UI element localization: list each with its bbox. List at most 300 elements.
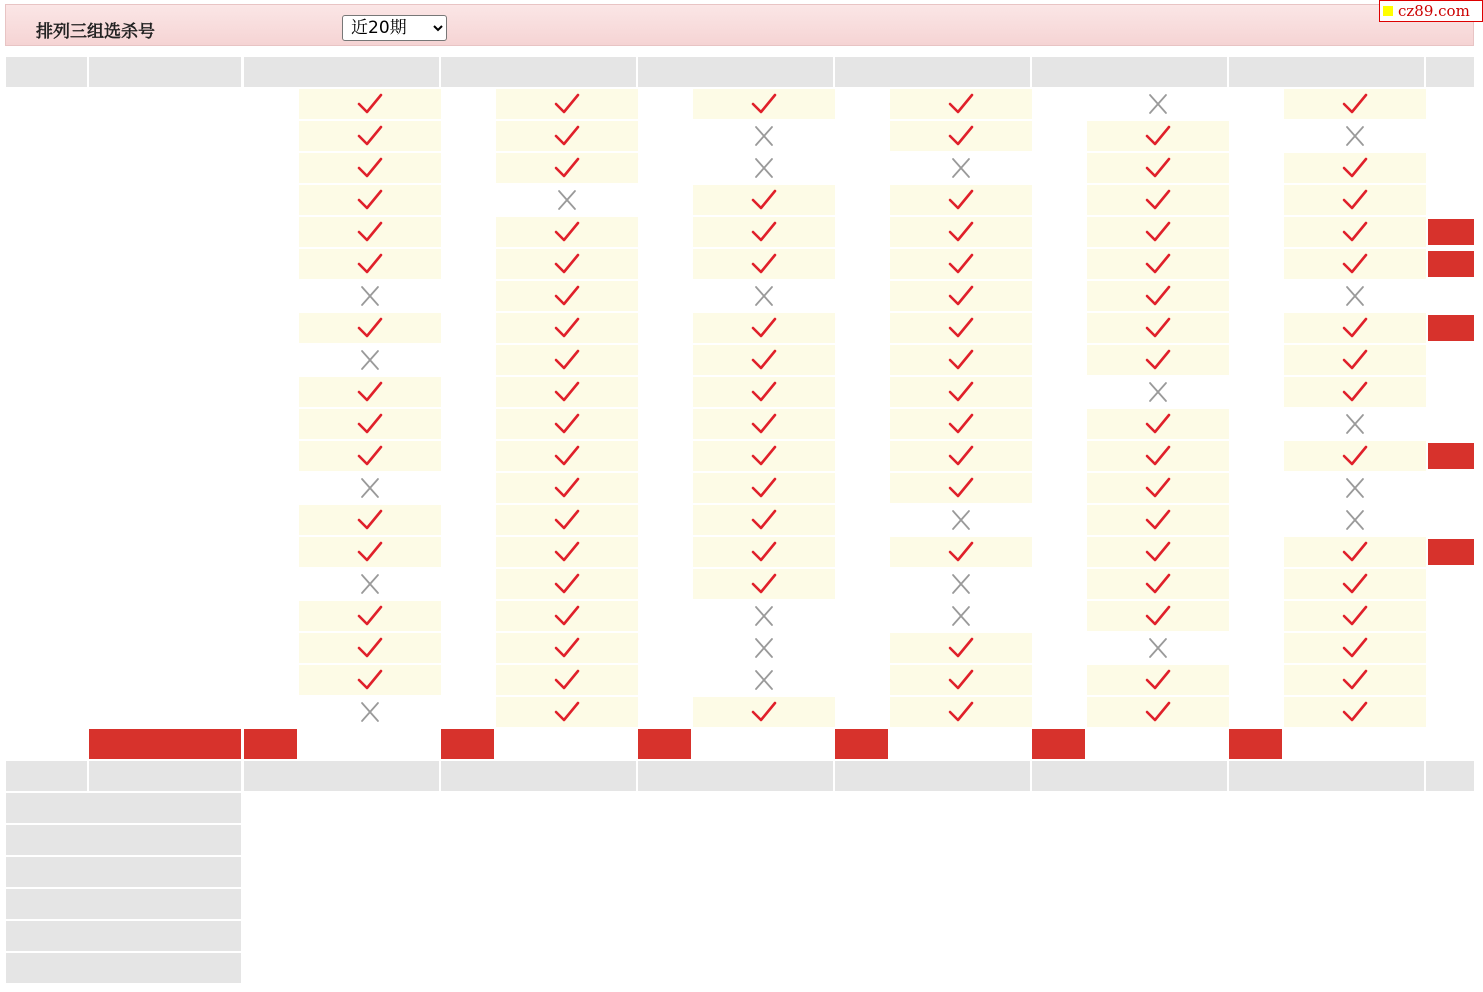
kill-number-cell [1229, 409, 1282, 439]
current-kill-number [638, 729, 691, 759]
draw-number-cell [89, 281, 241, 311]
summary-value [244, 953, 439, 983]
period-cell [6, 345, 87, 375]
result-correct [1284, 537, 1426, 567]
kill-number-cell [441, 665, 494, 695]
check-icon [357, 92, 383, 116]
kill-number-cell [638, 249, 691, 279]
check-icon [948, 380, 974, 404]
check-icon [948, 284, 974, 308]
result-correct [1087, 313, 1229, 343]
cross-icon [948, 156, 974, 180]
result-correct [890, 217, 1032, 247]
summary-label [6, 857, 241, 887]
result-wrong [496, 185, 638, 215]
period-select[interactable] [342, 15, 447, 41]
result-correct [890, 121, 1032, 151]
result-correct [299, 601, 441, 631]
kill-number-cell [441, 185, 494, 215]
stat-cell [1426, 473, 1474, 503]
all-correct-badge [1428, 251, 1474, 277]
check-icon [948, 188, 974, 212]
all-correct-badge [1428, 315, 1474, 341]
draw-number-cell [89, 185, 241, 215]
kill-number-cell [441, 217, 494, 247]
cross-icon [751, 604, 777, 628]
check-icon [1342, 380, 1368, 404]
kill-number-cell [835, 633, 888, 663]
draw-number-cell [89, 697, 241, 727]
kill-number-cell [1032, 537, 1085, 567]
draw-number-cell [89, 313, 241, 343]
cross-icon [1342, 284, 1368, 308]
summary-value [638, 889, 833, 919]
kill-number-cell [244, 377, 297, 407]
column-header-expert [638, 761, 833, 791]
cross-icon [357, 700, 383, 724]
kill-number-cell [441, 313, 494, 343]
kill-number-cell [441, 505, 494, 535]
all-correct-badge [1428, 539, 1474, 565]
draw-number-cell [89, 217, 241, 247]
kill-number-cell [835, 281, 888, 311]
kill-number-cell [638, 441, 691, 471]
result-correct [1087, 473, 1229, 503]
kill-number-cell [1229, 345, 1282, 375]
check-icon [1342, 700, 1368, 724]
cross-icon [1342, 508, 1368, 532]
current-kill-number [244, 729, 297, 759]
result-correct [693, 313, 835, 343]
check-icon [948, 348, 974, 372]
check-icon [554, 220, 580, 244]
result-correct [1284, 217, 1426, 247]
result-correct [693, 89, 835, 119]
result-correct [1284, 697, 1426, 727]
summary-stat-value [1426, 921, 1474, 951]
result-correct [1284, 345, 1426, 375]
summary-value [441, 921, 636, 951]
check-icon [357, 412, 383, 436]
column-header-period [6, 57, 87, 87]
summary-value [1032, 793, 1227, 823]
kill-number-cell [441, 281, 494, 311]
result-correct [496, 697, 638, 727]
check-icon [751, 348, 777, 372]
summary-value [638, 793, 833, 823]
summary-stat-value [1426, 857, 1474, 887]
stat-cell [1426, 185, 1474, 215]
kill-number-cell [244, 665, 297, 695]
summary-value [835, 953, 1030, 983]
kill-number-cell [1032, 505, 1085, 535]
kill-number-cell [441, 473, 494, 503]
check-icon [357, 188, 383, 212]
check-icon [948, 220, 974, 244]
kill-number-cell [441, 377, 494, 407]
result-correct [890, 185, 1032, 215]
check-icon [1145, 284, 1171, 308]
result-wrong [1284, 409, 1426, 439]
summary-value [835, 793, 1030, 823]
period-cell [6, 697, 87, 727]
summary-value [1229, 953, 1424, 983]
result-correct [299, 89, 441, 119]
kill-number-cell [244, 537, 297, 567]
stat-cell [1426, 377, 1474, 407]
kill-number-cell [835, 121, 888, 151]
kill-number-cell [638, 537, 691, 567]
result-wrong [1087, 377, 1229, 407]
result-correct [299, 377, 441, 407]
result-correct [496, 409, 638, 439]
kill-number-cell [638, 569, 691, 599]
kill-number-cell [244, 697, 297, 727]
draw-number-cell [89, 665, 241, 695]
kill-number-cell [835, 505, 888, 535]
kill-number-cell [244, 121, 297, 151]
summary-value [441, 889, 636, 919]
summary-label [6, 889, 241, 919]
result-correct [299, 249, 441, 279]
result-correct [496, 121, 638, 151]
kill-number-cell [638, 185, 691, 215]
draw-number-cell [89, 537, 241, 567]
result-correct [299, 633, 441, 663]
result-wrong [890, 569, 1032, 599]
result-correct [1087, 153, 1229, 183]
all-correct-badge [1428, 443, 1474, 469]
result-wrong [1284, 473, 1426, 503]
kill-number-cell [1229, 505, 1282, 535]
kill-number-cell [1229, 249, 1282, 279]
result-correct [299, 441, 441, 471]
stat-cell [1426, 665, 1474, 695]
check-icon [1342, 348, 1368, 372]
period-cell [6, 313, 87, 343]
check-icon [751, 220, 777, 244]
kill-number-cell [835, 665, 888, 695]
result-correct [1284, 89, 1426, 119]
kill-number-cell [638, 473, 691, 503]
result-correct [496, 601, 638, 631]
summary-value [441, 953, 636, 983]
check-icon [1342, 444, 1368, 468]
result-correct [693, 537, 835, 567]
result-correct [1087, 185, 1229, 215]
result-correct [496, 217, 638, 247]
period-cell [6, 665, 87, 695]
stat-cell [1426, 697, 1474, 727]
result-wrong [693, 281, 835, 311]
period-cell [6, 89, 87, 119]
current-kill-number [441, 729, 494, 759]
result-wrong [1284, 505, 1426, 535]
result-correct [1087, 281, 1229, 311]
result-correct [496, 505, 638, 535]
kill-number-cell [1229, 441, 1282, 471]
check-icon [1342, 252, 1368, 276]
draw-number-cell [89, 569, 241, 599]
result-correct [496, 89, 638, 119]
check-icon [948, 252, 974, 276]
current-blank-cell [1087, 729, 1229, 759]
kill-number-cell [638, 377, 691, 407]
result-correct [496, 377, 638, 407]
kill-number-cell [835, 249, 888, 279]
summary-value [441, 857, 636, 887]
check-icon [1145, 188, 1171, 212]
check-icon [357, 444, 383, 468]
stat-cell [1426, 569, 1474, 599]
draw-number-cell [89, 473, 241, 503]
column-header-expert [1032, 57, 1227, 87]
period-cell [6, 377, 87, 407]
check-icon [751, 412, 777, 436]
check-icon [1145, 444, 1171, 468]
result-correct [890, 89, 1032, 119]
draw-number-cell [89, 153, 241, 183]
kill-number-cell [244, 441, 297, 471]
kill-number-cell [244, 153, 297, 183]
check-icon [357, 668, 383, 692]
draw-number-cell [89, 249, 241, 279]
result-correct [890, 409, 1032, 439]
period-cell [6, 601, 87, 631]
cross-icon [751, 636, 777, 660]
result-correct [1087, 601, 1229, 631]
result-correct [496, 537, 638, 567]
summary-value [638, 921, 833, 951]
result-correct [693, 569, 835, 599]
draw-number-cell [89, 89, 241, 119]
cross-icon [751, 156, 777, 180]
check-icon [1145, 508, 1171, 532]
check-icon [554, 316, 580, 340]
draw-number-cell [89, 377, 241, 407]
check-icon [357, 156, 383, 180]
kill-number-cell [244, 505, 297, 535]
kill-number-cell [244, 185, 297, 215]
kill-number-cell [1032, 89, 1085, 119]
draw-number-cell [89, 601, 241, 631]
kill-number-cell [638, 505, 691, 535]
check-icon [751, 92, 777, 116]
stat-cell [1426, 89, 1474, 119]
check-icon [948, 636, 974, 660]
kill-number-cell [1229, 281, 1282, 311]
result-correct [1284, 665, 1426, 695]
cross-icon [948, 572, 974, 596]
result-correct [496, 441, 638, 471]
cross-icon [948, 604, 974, 628]
result-correct [1284, 185, 1426, 215]
result-correct [693, 441, 835, 471]
cross-icon [948, 508, 974, 532]
cross-icon [1145, 636, 1171, 660]
check-icon [357, 316, 383, 340]
check-icon [1342, 572, 1368, 596]
kill-number-cell [835, 377, 888, 407]
column-header-stat [1426, 57, 1474, 87]
result-correct [1087, 409, 1229, 439]
period-cell [6, 473, 87, 503]
period-cell [6, 153, 87, 183]
check-icon [751, 572, 777, 596]
result-wrong [299, 345, 441, 375]
kill-number-cell [1229, 569, 1282, 599]
check-icon [1342, 316, 1368, 340]
result-correct [496, 249, 638, 279]
kill-number-cell [1229, 313, 1282, 343]
check-icon [357, 540, 383, 564]
result-correct [496, 633, 638, 663]
result-correct [693, 217, 835, 247]
site-watermark: cz89.com [1379, 0, 1483, 22]
result-correct [890, 473, 1032, 503]
result-correct [299, 409, 441, 439]
kill-number-cell [638, 121, 691, 151]
stat-cell [1426, 505, 1474, 535]
check-icon [948, 124, 974, 148]
result-correct [1087, 345, 1229, 375]
current-blank-cell [1284, 729, 1426, 759]
result-correct [693, 345, 835, 375]
period-cell [6, 217, 87, 247]
result-correct [1284, 249, 1426, 279]
kill-number-cell [441, 153, 494, 183]
result-correct [496, 281, 638, 311]
result-correct [1087, 505, 1229, 535]
result-correct [496, 665, 638, 695]
kill-number-cell [1032, 313, 1085, 343]
check-icon [1342, 188, 1368, 212]
result-correct [1284, 153, 1426, 183]
check-icon [1342, 668, 1368, 692]
kill-number-cell [835, 345, 888, 375]
kill-number-cell [1032, 473, 1085, 503]
kill-number-cell [441, 249, 494, 279]
result-correct [890, 281, 1032, 311]
result-correct [496, 569, 638, 599]
kill-number-cell [1229, 185, 1282, 215]
kill-number-cell [441, 537, 494, 567]
stat-cell [1426, 153, 1474, 183]
kill-number-cell [1032, 281, 1085, 311]
result-correct [496, 313, 638, 343]
period-cell [6, 185, 87, 215]
summary-value [1229, 889, 1424, 919]
check-icon [554, 668, 580, 692]
kill-number-cell [1229, 537, 1282, 567]
column-header-expert [638, 57, 833, 87]
check-icon [357, 636, 383, 660]
result-correct [1087, 217, 1229, 247]
current-blank-cell [496, 729, 638, 759]
kill-number-cell [1229, 601, 1282, 631]
stat-cell [1426, 121, 1474, 151]
check-icon [554, 284, 580, 308]
check-icon [948, 668, 974, 692]
result-correct [496, 345, 638, 375]
check-icon [554, 156, 580, 180]
kill-number-cell [1229, 665, 1282, 695]
column-header-stat [1426, 761, 1474, 791]
check-icon [1342, 540, 1368, 564]
check-icon [1145, 252, 1171, 276]
kill-number-cell [835, 313, 888, 343]
cross-icon [1342, 412, 1368, 436]
check-icon [751, 476, 777, 500]
kill-number-cell [835, 217, 888, 247]
summary-value [638, 857, 833, 887]
check-icon [1145, 348, 1171, 372]
result-correct [890, 633, 1032, 663]
kill-number-cell [835, 409, 888, 439]
kill-number-cell [1229, 89, 1282, 119]
result-correct [1087, 697, 1229, 727]
check-icon [751, 188, 777, 212]
kill-number-cell [1229, 121, 1282, 151]
result-wrong [693, 601, 835, 631]
result-correct [693, 473, 835, 503]
check-icon [1145, 220, 1171, 244]
check-icon [1145, 476, 1171, 500]
summary-value [835, 921, 1030, 951]
column-header-expert [1229, 57, 1424, 87]
current-kill-number [835, 729, 888, 759]
kill-number-cell [835, 569, 888, 599]
kill-number-cell [244, 473, 297, 503]
result-correct [1087, 665, 1229, 695]
period-cell [6, 249, 87, 279]
result-correct [890, 377, 1032, 407]
kill-number-cell [244, 569, 297, 599]
page-title: 排列三组选杀号 [36, 22, 155, 42]
result-correct [1087, 441, 1229, 471]
kill-number-cell [835, 601, 888, 631]
result-wrong [890, 505, 1032, 535]
kill-number-cell [244, 89, 297, 119]
result-correct [890, 697, 1032, 727]
result-correct [299, 665, 441, 695]
summary-value [1229, 921, 1424, 951]
current-blank-cell [693, 729, 835, 759]
summary-value [638, 953, 833, 983]
summary-value [638, 825, 833, 855]
check-icon [554, 572, 580, 596]
kill-number-cell [244, 217, 297, 247]
check-icon [554, 252, 580, 276]
stat-cell [1426, 409, 1474, 439]
result-correct [299, 153, 441, 183]
result-wrong [693, 121, 835, 151]
kill-number-cell [835, 473, 888, 503]
cross-icon [357, 476, 383, 500]
summary-value [244, 825, 439, 855]
result-correct [299, 185, 441, 215]
result-wrong [299, 473, 441, 503]
draw-number-cell [89, 633, 241, 663]
summary-value [835, 825, 1030, 855]
cross-icon [1342, 124, 1368, 148]
check-icon [357, 252, 383, 276]
kill-number-cell [638, 281, 691, 311]
check-icon [1342, 636, 1368, 660]
check-icon [751, 540, 777, 564]
check-icon [948, 700, 974, 724]
result-correct [299, 505, 441, 535]
